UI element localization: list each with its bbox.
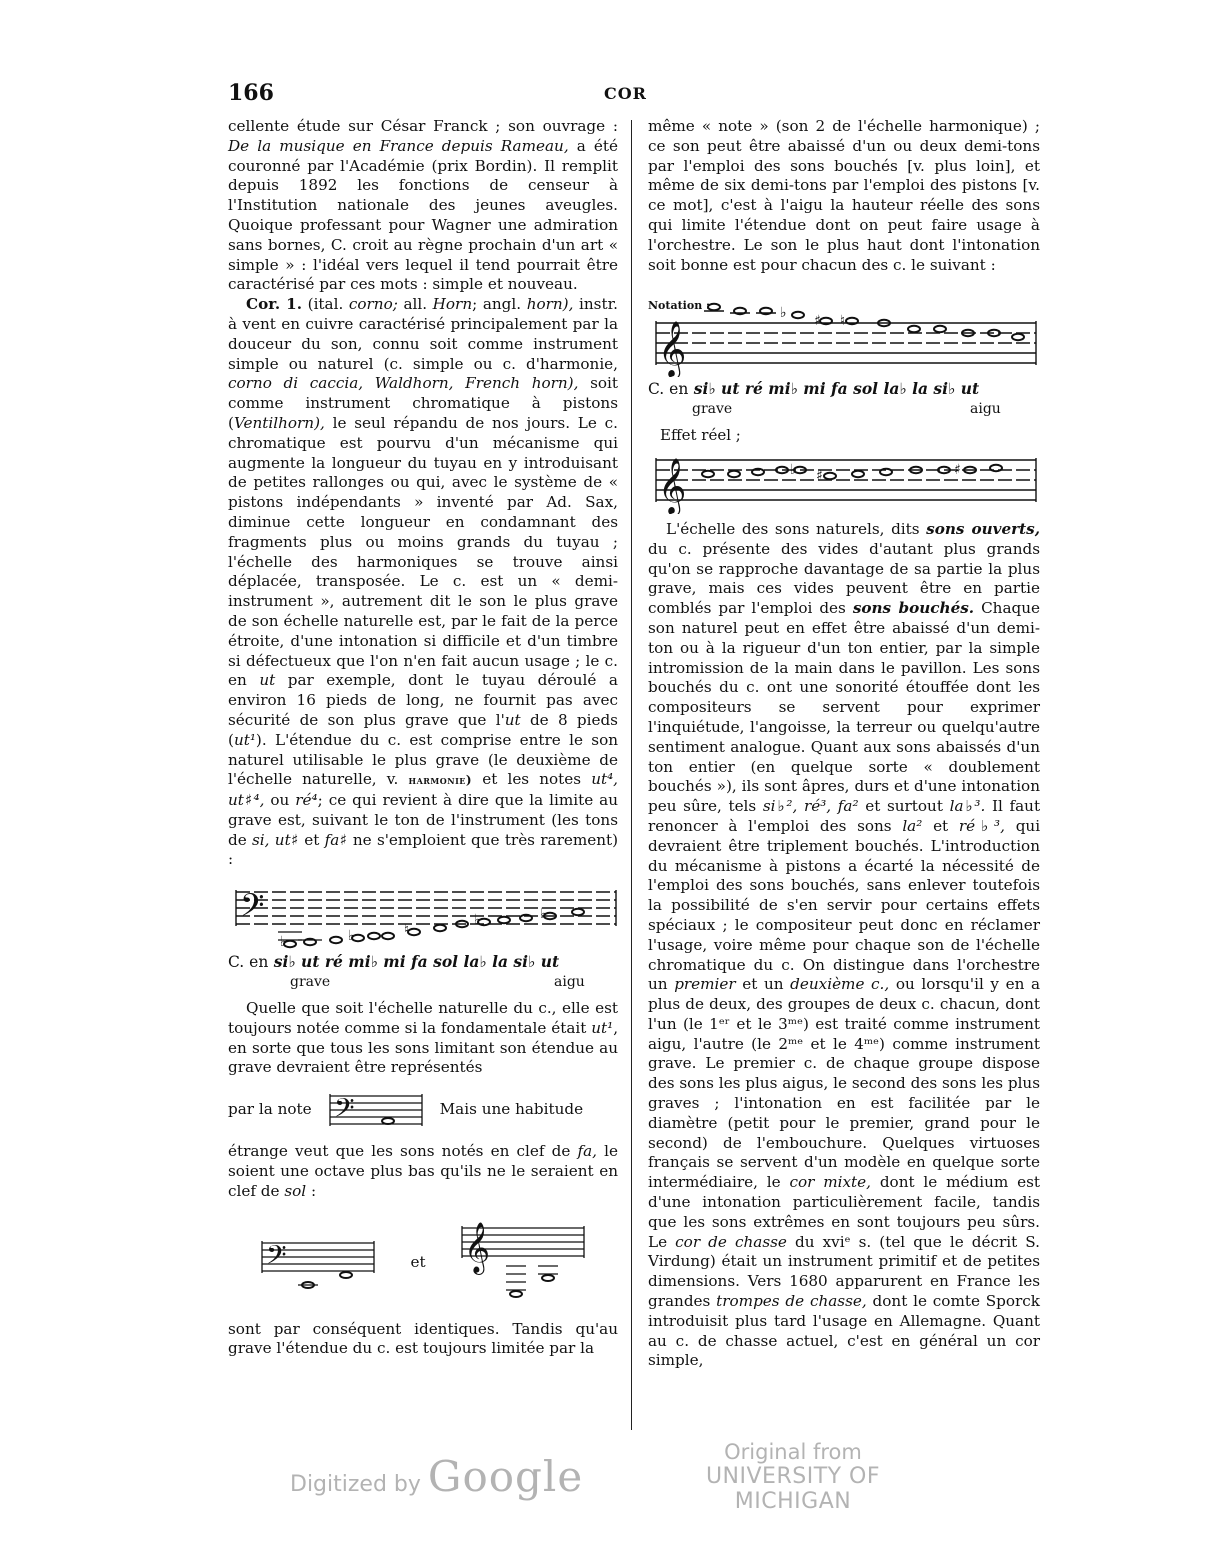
staff-syllables-right: C. en si♭ ut ré mi♭ mi fa sol la♭ la si♭ ut: [648, 379, 980, 399]
inline-note-example: [228, 1090, 618, 1130]
range-labels: [228, 973, 618, 993]
svg-text:𝄞: 𝄞: [463, 1221, 490, 1273]
google-logo: Google: [427, 1452, 584, 1501]
svg-text:♯: ♯: [816, 467, 823, 484]
label-et: et: [410, 1252, 426, 1271]
svg-text:♯: ♯: [814, 313, 821, 330]
entry-head: Cor. 1.: [246, 295, 303, 314]
svg-text:𝄞: 𝄞: [658, 321, 687, 378]
svg-text:𝄢: 𝄢: [240, 887, 265, 932]
music-staff-bass: [228, 884, 618, 950]
bass-clef-staff-example: [258, 1237, 378, 1289]
paragraph-clef: étrange veut que les sons notés en clef de fa, le soient une octave plus bas qu'ils ne le seraient en clef de sol :: [228, 1142, 618, 1200]
svg-text:♭: ♭: [540, 906, 547, 923]
svg-text:♭: ♭: [780, 305, 787, 322]
range-labels-right: [648, 400, 1040, 420]
paragraph-right-intro: même « note » (son 2 de l'échelle harmonique) ; ce son peut être abaissé d'un ou deux demi-tons par l'emploi des sons bouchés [v. plus loin], et même de six demi-tons par l'emploi des pistons [v. ce mot], c'est à l'aigu la hauteur réelle des sons qui limite l'étendue dont on peut faire usage à l'orchestre. Le son le plus haut dont l'intonation soit bonne est pour chacun des c. le suivant :: [648, 117, 1040, 274]
paragraph-sons-bouches: L'échelle des sons naturels, dits sons ouverts, du c. présente des vides d'autant plus grands qu'on se rapproche davantage de sa partie la plus grave, mais ces vides peuvent être en partie comblés par l'emploi des sons bouchés. Chaque son naturel peut en effet être abaissé d'un demi-ton ou à la rigueur d'un ton entier, par la simple intromission de la main dans le pavillon. Les sons bouchés du c. ont une sonorité étouffée dont les compositeurs se servent pour exprimer l'inquiétude, l'angoisse, la terreur ou quelqu'autre sentiment analogue. Quant aux sons abaissés d'un ton entier (en quelque sorte « doublement bouchés »), ils sont âpres, durs et d'une intonation peu sûre, tels si♭², ré³, fa² et surtout la♭³. Il faut renoncer à l'emploi des sons la² et ré♭³, qui devraient être triplement bouchés. L'introduction du mécanisme à pistons a écarté la nécessité de l'emploi des sons bouchés, sans enlever toutefois la possibilité de s'en servir pour certains effets spéciaux ; le compositeur peut donc en réclamer l'usage, voire même pour chaque son de l'échelle chromatique du c. On distingue dans l'orchestre un premier et un deuxième c., ou lorsqu'il y en a plus de deux, des groupes de deux c. chacun, dont l'un (le 1ᵉʳ et le 3ᵐᵉ) est traité comme instrument aigu, l'autre (le 2ᵐᵉ et le 4ᵐᵉ) comme instrument grave. Le premier c. de chaque groupe dispose des sons les plus aigus, le second des sons les plus graves ; l'intonation en est facilitée par le diamètre (petit pour le premier, grand pour le second) de l'embouchure. Quelques virtuoses français se servent d'un modèle en quelque sorte intermédiaire, le cor mixte, dont le médium est d'une intonation particulièrement facile, tandis que les sons extrêmes en sont toujours peu sûrs. Le cor de chasse du xviᵉ s. (tel que le décrit S. Virdung) était un instrument primitif et de petites dimensions. Vers 1680 apparurent en France les grandes trompes de chasse, dont le comte Sporck introduisit plus tard l'usage en Allemagne. Quant au c. de chasse actuel, c'est en général un cor simple,: [648, 519, 1041, 1370]
label-aigu-right: aigu: [970, 401, 1001, 418]
svg-text:♮: ♮: [404, 922, 410, 939]
svg-text:♭: ♭: [280, 934, 287, 951]
original-from: Original from UNIVERSITY OF MICHIGAN: [705, 1440, 881, 1514]
staff-syllables: C. en si♭ ut ré mi♭ mi fa sol la♭ la si♭ ut: [228, 952, 560, 972]
page-number: 166: [228, 80, 274, 106]
paragraph-cor-entry: Cor. 1. (ital. corno; all. Horn; angl. horn), instr. à vent en cuivre caractérisé principalement par la douceur du son, connu soit comme instrument simple ou naturel (c. simple ou c. d'harmonie, corno di caccia, Waldhorn, French horn), soit comme instrument chromatique à pistons (Ventilhorn), le seul répandu de nos jours. Le c. chromatique est pourvu d'un mécanisme qui augmente la longueur du tuyau en y introduisant de petites rallonges ou qui, avec le système de « pistons indépendants » inventé par Ad. Sax, diminue cette longueur en condamnant des fragments plus ou moins grands du tuyau ; l'échelle des harmoniques se trouve ainsi déplacée, transposée. Le c. est un « demi-instrument », autrement dit le son le plus grave de son échelle naturelle est, par le fait de la perce étroite, d'une intonation si difficile et d'un timbre si défectueux que l'on n'en fait aucun usage ; le c. en ut par exemple, dont le tuyau déroulé a environ 16 pieds de long, ne fournit pas avec sécurité de son plus grave que l'ut de 8 pieds (ut¹). L'étendue du c. est comprise entre le son naturel utilisable le plus grave (le deuxième de l'échelle naturelle, v. harmonie) et les notes ut⁴, ut♯⁴, ou ré⁴; ce qui revient à dire que la limite au grave est, suivant le ton de l'instrument (les tons de si, ut♯ et fa♯ ne s'emploient que très rarement) :: [228, 295, 619, 869]
music-staff-notation: [648, 289, 1040, 377]
svg-text:♭: ♭: [474, 912, 481, 929]
running-title: COR: [604, 84, 647, 103]
svg-text:♯: ♯: [954, 461, 961, 478]
label-grave: grave: [290, 974, 331, 991]
svg-text:♭: ♭: [790, 461, 797, 478]
left-column: [228, 117, 618, 1359]
column-divider: [631, 120, 632, 1430]
treble-notation-staff: [648, 289, 1040, 514]
svg-text:♮: ♮: [840, 313, 846, 330]
label-par-la-note: par la note: [228, 1100, 312, 1119]
label-mais-une: Mais une habitude: [439, 1100, 584, 1119]
footer-watermark: [0, 1440, 1207, 1540]
notation-label: Notation :: [648, 299, 711, 313]
digitized-by-google: Digitized by Google: [290, 1452, 584, 1501]
paragraph-consequence: sont par conséquent identiques. Tandis qu'au grave l'étendue du c. est toujours limitée par la: [228, 1319, 618, 1358]
svg-text:𝄢: 𝄢: [266, 1238, 288, 1277]
svg-text:♭: ♭: [348, 928, 355, 945]
clef-comparison: [228, 1218, 618, 1308]
svg-text:𝄢: 𝄢: [333, 1092, 355, 1131]
treble-clef-staff-example: [458, 1218, 588, 1308]
page-header: [228, 80, 1040, 110]
paragraph-notation: Quelle que soit l'échelle naturelle du c., elle est toujours notée comme si la fondamentale était ut¹, en sorte que tous les sons limitant son étendue au grave devraient être représentés: [228, 999, 619, 1077]
music-staff-effet-reel: [648, 448, 1040, 514]
paragraph-intro: cellente étude sur César Franck ; son ouvrage : De la musique en France depuis Rameau, a été couronné par l'Académie (prix Bordin). Il remplit depuis 1892 les fonctions de censeur à l'Institution nationale des jeunes aveugles. Quoique professant pour Wagner une admiration sans bornes, C. croit au règne prochain d'un art « simple » : l'idéal vers lequel il tend pourrait être caractérisé par ces mots : simple et nouveau.: [228, 117, 618, 294]
label-grave-right: grave: [692, 401, 733, 418]
bass-clef-range-staff: [228, 884, 618, 993]
small-bass-staff: [326, 1090, 426, 1130]
label-aigu: aigu: [554, 974, 585, 991]
effet-reel-label: Effet réel ;: [660, 426, 741, 445]
right-column: [648, 117, 1040, 1371]
svg-text:𝄞: 𝄞: [658, 457, 687, 514]
